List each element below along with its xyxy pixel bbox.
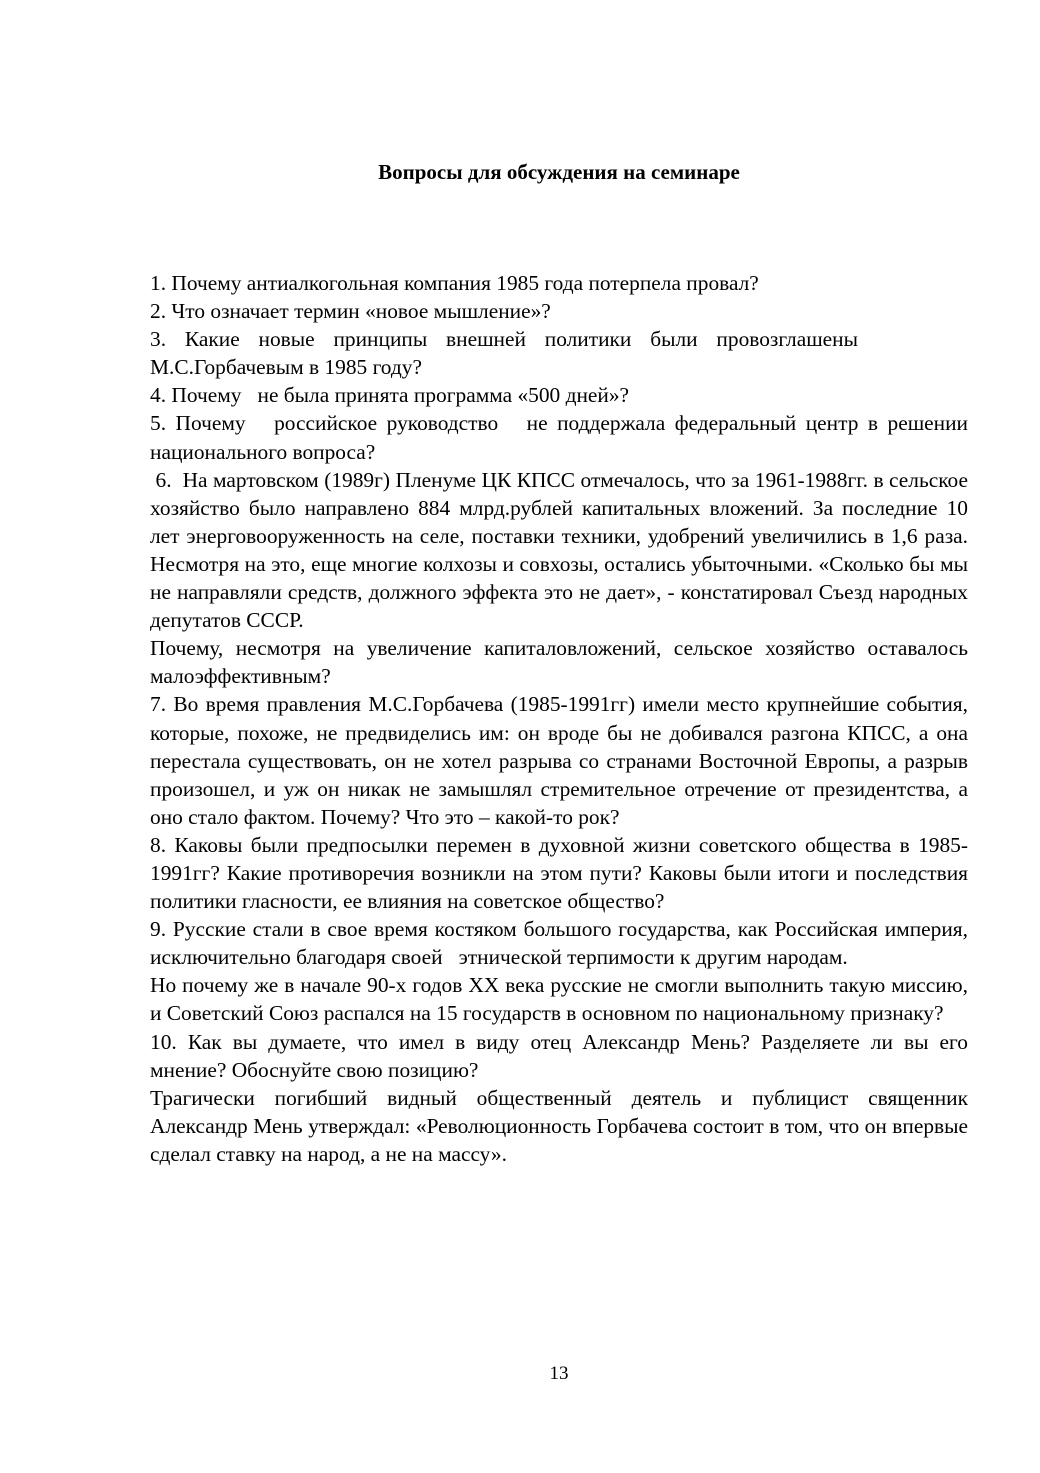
question-4: 4. Почему не была принята программа «500 дней»?	[150, 383, 630, 408]
question-9-followup: Но почему же в начале 90-х годов ХХ века русские не смогли выполнить такую миссию, и Советский Союз распался на 15 государств в основном по национальному признаку?	[150, 973, 968, 1026]
question-8: 8. Каковы были предпосылки перемен в духовной жизни советского общества в 1985-1991гг? Какие противоречия возникли на этом пути? Каковы были итоги и последствия политики гласности, ее влияния на советское общество?	[150, 832, 968, 914]
question-5: 5. Почему российское руководство не поддержала федеральный центр в решении национального вопроса?	[150, 411, 974, 464]
question-1: 1. Почему антиалкогольная компания 1985 года потерпела провал?	[150, 271, 759, 295]
question-6: 6. На мартовском (1989г) Пленуме ЦК КПСС отмечалось, что за 1961-1988гг. в сельское хозяйство было направлено 884 млрд.рублей капитальных вложений. За последние 10 лет энерговооруженность на селе, поставки техники, удобрений увеличились в 1,6 раза. Несмотря на это, еще многие колхозы и совхозы, остались убыточными. «Сколько бы мы не направляли средств, должного эффекта это не дает», - констатировал Съезд народных депутатов СССР.	[150, 467, 974, 633]
question-2: 2. Что означает термин «новое мышление»?	[150, 299, 551, 324]
question-7: 7. Во время правления М.С.Горбачева (1985-1991гг) имели место крупнейшие события, которые, похоже, не предвиделись им: он вроде бы не добивался разгона КПСС, а она перестала существовать, он не хотел разрыва со странами Восточной Европы, а разрыв произошел, и уж он никак не замышлял стремительное отречение от президентства, а оно стало фактом. Почему? Что это – какой-то рок?	[150, 692, 968, 829]
question-10: 10. Как вы думаете, что имел в виду отец Александр Мень? Разделяете ли вы его мнение? Обоснуйте свою позицию?	[150, 1029, 968, 1082]
page-heading: Вопросы для обсуждения на семинаре	[378, 160, 740, 184]
page-number: 13	[549, 1363, 569, 1384]
questions-body	[150, 269, 974, 1168]
question-9: 9. Русские стали в свое время костяком большого государства, как Российская империя, исключительно благодаря своей этнической терпимости к другим народам.	[150, 917, 974, 970]
question-3: 3. Какие новые принципы внешней политики были провозглашены М.С.Горбачевым в 1985 году?	[150, 327, 858, 380]
question-10-quote: Трагически погибший видный общественный деятель и публицист священник Александр Мень утверждал: «Революционность Горбачева состоит в том, что он впервые сделал ставку на народ, а не на массу».	[150, 1085, 968, 1166]
question-6-followup: Почему, несмотря на увеличение капиталовложений, сельское хозяйство оставалось малоэффективным?	[150, 636, 968, 689]
